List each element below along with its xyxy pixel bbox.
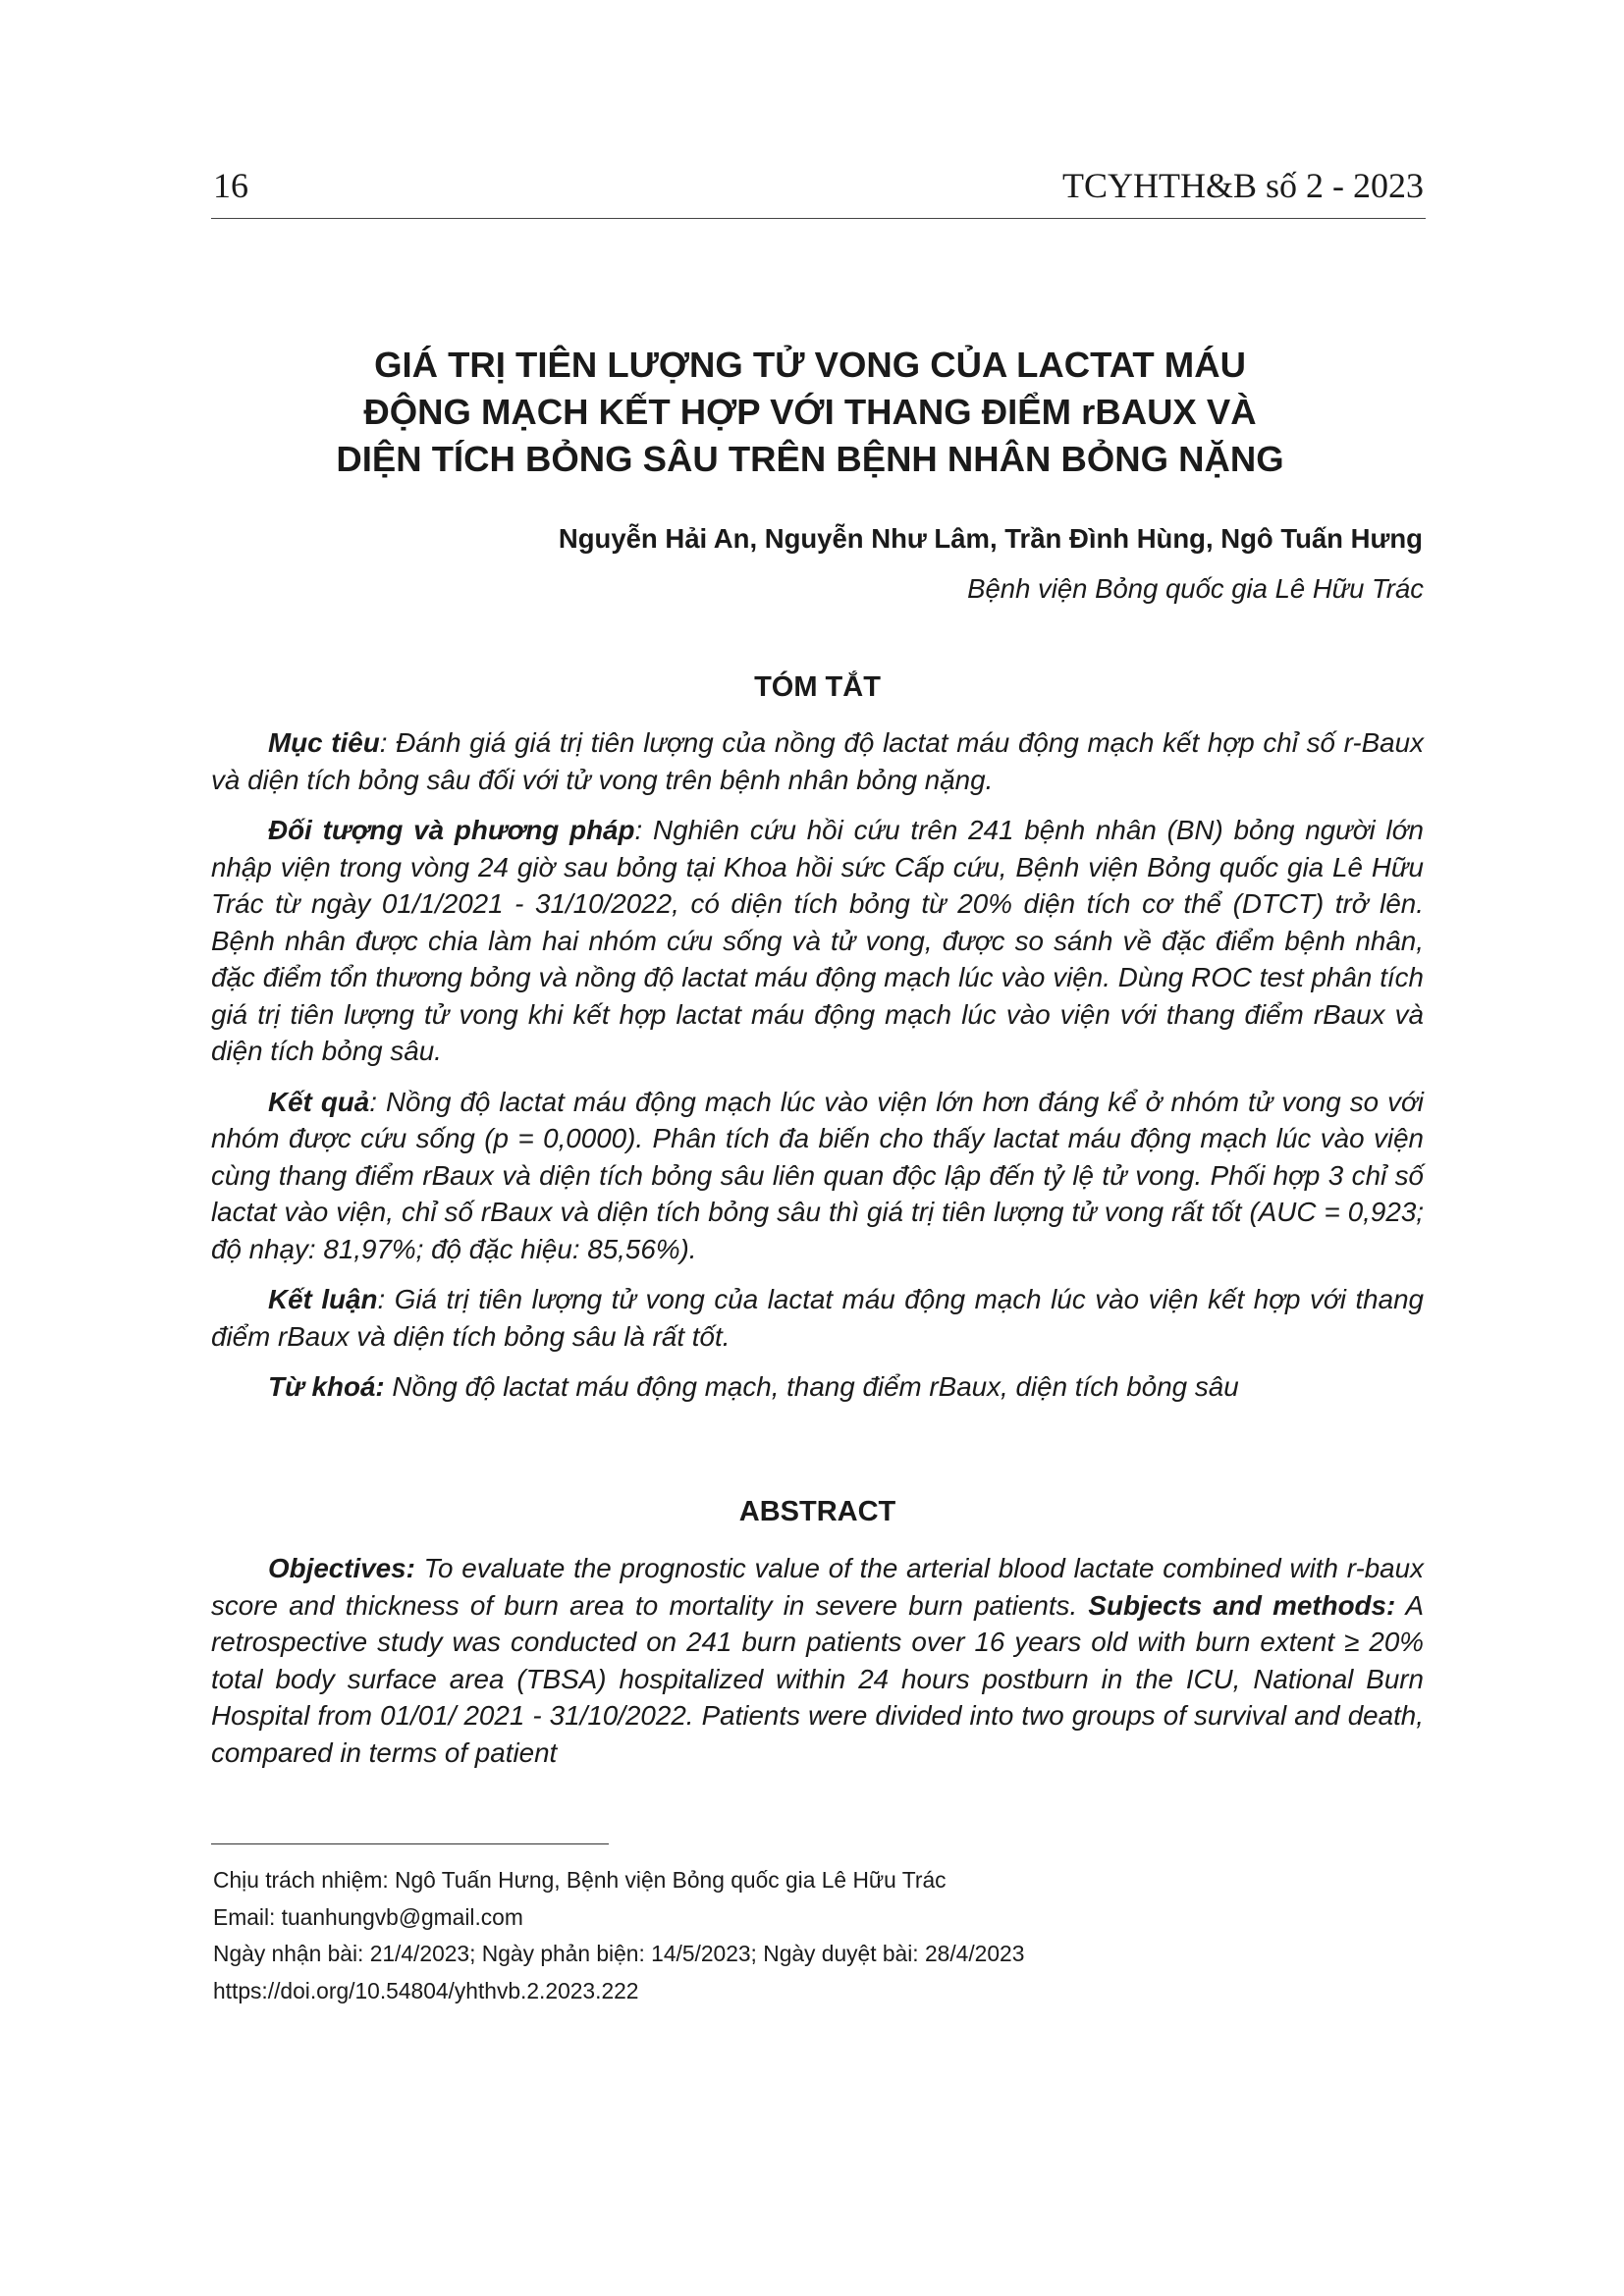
abstract-paragraph xyxy=(211,1550,1424,1771)
summary-methods xyxy=(211,812,1424,1070)
header-rule xyxy=(211,218,1426,219)
abstract-body xyxy=(211,1550,1424,1771)
keywords-text: Nồng độ lactat máu động mạch, thang điểm rBaux, diện tích bỏng sâu xyxy=(384,1371,1239,1402)
en-objectives-label: Objectives: xyxy=(268,1553,415,1583)
summary-conclusion xyxy=(211,1281,1424,1355)
footnote-rule xyxy=(211,1843,609,1844)
summary-keywords xyxy=(211,1368,1424,1406)
footnote-email: Email: tuanhungvb@gmail.com xyxy=(213,1903,523,1930)
objective-text: : Đánh giá giá trị tiên lượng của nồng độ lactat máu động mạch kết hợp chỉ số r-Baux và diện tích bỏng sâu đối với tử vong trên bệnh nhân bỏng nặng. xyxy=(211,727,1424,795)
article-title xyxy=(265,342,1355,483)
summary-heading: TÓM TẮT xyxy=(754,671,881,703)
footnote-responsible: Chịu trách nhiệm: Ngô Tuấn Hưng, Bệnh viện Bỏng quốc gia Lê Hữu Trác xyxy=(213,1867,947,1893)
affiliation: Bệnh viện Bỏng quốc gia Lê Hữu Trác xyxy=(967,573,1424,604)
title-line-2: ĐỘNG MẠCH KẾT HỢP VỚI THANG ĐIỂM rBAUX VÀ xyxy=(363,392,1257,432)
abstract-heading: ABSTRACT xyxy=(738,1496,896,1527)
en-methods-text: A retrospective study was conducted on 241 burn patients over 16 years old with burn extent ≥ 20% total body surface area (TBSA) hospitalized within 24 hours postburn in the ICU, National Burn Hospital from 01/01/ 2021 - 31/10/2022. Patients were divided into two groups of survival and death, compared in terms of patient xyxy=(211,1589,1424,1768)
footnote-doi: https://doi.org/10.54804/yhthvb.2.2023.222 xyxy=(213,1977,639,2003)
results-label: Kết quả xyxy=(268,1086,370,1117)
conclusion-label: Kết luận xyxy=(268,1284,378,1314)
keywords-label: Từ khoá: xyxy=(268,1371,385,1402)
en-objectives-text: To evaluate the prognostic value of the arterial blood lactate combined with r-baux score and thickness of burn area to mortality in severe burn patients. xyxy=(211,1553,1424,1621)
footnote-dates: Ngày nhận bài: 21/4/2023; Ngày phản biện: 14/5/2023; Ngày duyệt bài: 28/4/2023 xyxy=(213,1941,1025,1966)
journal-issue: TCYHTH&B số 2 - 2023 xyxy=(1062,166,1424,205)
objective-label: Mục tiêu xyxy=(268,727,380,758)
title-line-3: DIỆN TÍCH BỎNG SÂU TRÊN BỆNH NHÂN BỎNG NẶNG xyxy=(336,439,1284,479)
methods-label: Đối tượng và phương pháp xyxy=(268,815,635,845)
conclusion-text: : Giá trị tiên lượng tử vong của lactat máu động mạch lúc vào viện kết hợp với thang điểm rBaux và diện tích bỏng sâu là rất tốt. xyxy=(211,1284,1424,1352)
results-text: : Nồng độ lactat máu động mạch lúc vào viện lớn hơn đáng kể ở nhóm tử vong so với nhóm được cứu sống (p = 0,0000). Phân tích đa biến cho thấy lactat máu động mạch lúc vào viện cùng thang điểm rBaux và diện tích bỏng sâu liên quan độc lập đến tỷ lệ tử vong. Phối hợp 3 chỉ số lactat vào viện, chỉ số rBaux và diện tích bỏng sâu thì giá trị tiên lượng tử vong rất tốt (AUC = 0,923; độ nhạy: 81,97%; độ đặc hiệu: 85,56%). xyxy=(211,1086,1424,1264)
page-number: 16 xyxy=(213,166,248,205)
methods-text: : Nghiên cứu hồi cứu trên 241 bệnh nhân (BN) bỏng người lớn nhập viện trong vòng 24 giờ sau bỏng tại Khoa hồi sức Cấp cứu, Bệnh viện Bỏng quốc gia Lê Hữu Trác từ ngày 01/1/2021 - 31/10/2022, có diện tích bỏng từ 20% diện tích cơ thể (DTCT) trở lên. Bệnh nhân được chia làm hai nhóm cứu sống và tử vong, được so sánh về đặc điểm bệnh nhân, đặc điểm tổn thương bỏng và nồng độ lactat máu động mạch lúc vào viện. Dùng ROC test phân tích giá trị tiên lượng tử vong khi kết hợp lactat máu động mạch lúc vào viện với thang điểm rBaux và diện tích bỏng sâu. xyxy=(211,815,1424,1066)
summary-body xyxy=(211,724,1424,1419)
title-line-1: GIÁ TRỊ TIÊN LƯỢNG TỬ VONG CỦA LACTAT MÁU xyxy=(374,345,1246,385)
en-methods-label: Subjects and methods: xyxy=(1088,1589,1396,1621)
author-list: Nguyễn Hải An, Nguyễn Như Lâm, Trần Đình Hùng, Ngô Tuấn Hưng xyxy=(558,523,1423,554)
footnotes xyxy=(213,1862,1024,2009)
summary-objective xyxy=(211,724,1424,798)
running-head xyxy=(211,165,1424,216)
summary-results xyxy=(211,1084,1424,1268)
